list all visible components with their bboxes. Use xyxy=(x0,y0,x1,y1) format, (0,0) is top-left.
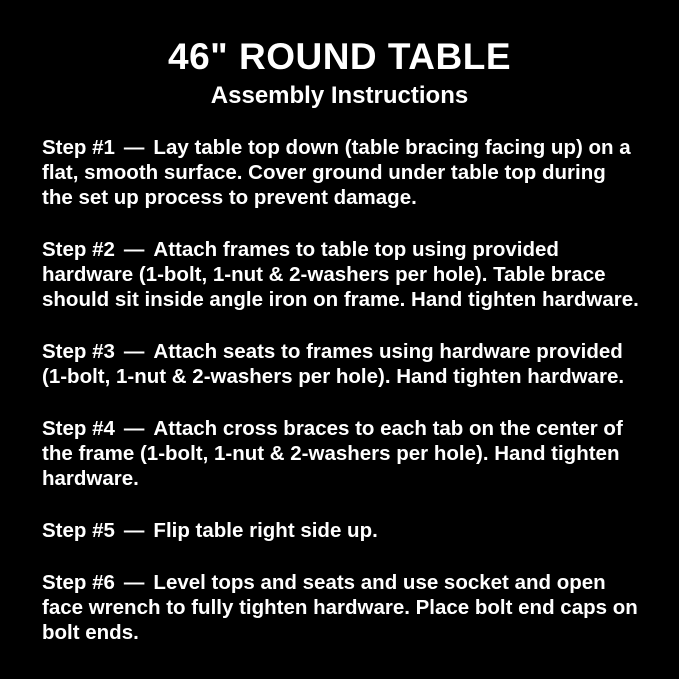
step-5-dash: — xyxy=(123,519,145,543)
step-1-label: Step #1 xyxy=(42,136,115,160)
step-1-text: Lay table top down (table bracing facing up) on a flat, smooth surface. Cover ground under table top during the set up process to prevent damage. xyxy=(42,136,631,210)
step-4-dash: — xyxy=(123,417,145,441)
step-4-label: Step #4 xyxy=(42,417,115,441)
step-5-label: Step #5 xyxy=(42,519,115,543)
step-2 xyxy=(42,237,639,312)
step-1-dash: — xyxy=(123,136,145,160)
step-6 xyxy=(42,570,639,645)
step-4-text: Attach cross braces to each tab on the center of the frame (1-bolt, 1-nut & 2-washers per hole). Hand tighten hardware. xyxy=(42,417,623,491)
step-6-text: Level tops and seats and use socket and open face wrench to fully tighten hardware. Place bolt end caps on bolt ends. xyxy=(42,571,638,645)
step-2-label: Step #2 xyxy=(42,238,115,262)
step-5 xyxy=(42,518,639,543)
step-3-text: Attach seats to frames using hardware provided (1-bolt, 1-nut & 2-washers per hole). Hand tighten hardware. xyxy=(42,340,625,389)
step-5-text: Flip table right side up. xyxy=(153,519,378,543)
step-3-dash: — xyxy=(123,340,145,364)
step-6-label: Step #6 xyxy=(42,571,115,595)
step-2-dash: — xyxy=(123,238,145,262)
step-3 xyxy=(42,339,639,389)
step-3-label: Step #3 xyxy=(42,340,115,364)
page-subtitle: Assembly Instructions xyxy=(210,82,469,109)
step-1 xyxy=(42,135,639,210)
step-4 xyxy=(42,416,639,491)
header xyxy=(0,0,679,109)
page-title: 46" ROUND TABLE xyxy=(168,36,511,77)
step-6-dash: — xyxy=(123,571,145,595)
steps-list xyxy=(0,135,679,645)
step-2-text: Attach frames to table top using provided hardware (1-bolt, 1-nut & 2-washers per hole). Table brace should sit inside angle iron on frame. Hand tighten hardware. xyxy=(42,238,639,312)
